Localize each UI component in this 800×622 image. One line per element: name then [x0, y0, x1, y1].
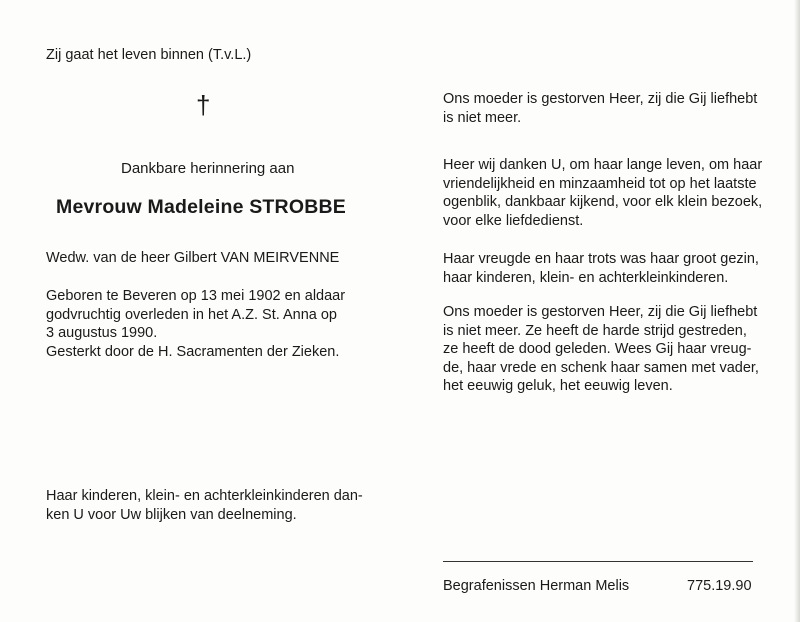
prayer-line: haar kinderen, klein- en achterkleinkinderen. — [443, 269, 729, 286]
widow-line: Wedw. van de heer Gilbert VAN MEIRVENNE — [46, 250, 340, 266]
prayer-line: Heer wij danken U, om haar lange leven, om haar — [443, 157, 763, 173]
prayer-line: Ons moeder is gestorven Heer, zij die Gij liefhebt — [443, 304, 758, 320]
thanks-line: Haar kinderen, klein- en achterkleinkinderen dan- — [46, 488, 363, 504]
prayer-paragraph-4 — [443, 303, 759, 396]
prayer-line: het eeuwig geluk, het eeuwig leven. — [443, 378, 673, 394]
prayer-line: ze heeft de dood geleden. Wees Gij haar vreug- — [443, 341, 752, 357]
prayer-line: is niet meer. — [443, 109, 522, 126]
undertaker-name: Begrafenissen Herman Melis — [443, 578, 630, 594]
thanks-paragraph — [46, 487, 363, 524]
footer-divider — [443, 561, 753, 562]
prayer-line: vriendelijkheid en minzaamheid tot op het laatste — [443, 175, 757, 192]
birth-death-details — [46, 287, 354, 361]
prayer-line: de, haar vrede en schenk haar samen met vader, — [443, 359, 759, 376]
prayer-line: Haar vreugde en haar trots was haar groot gezin, — [443, 251, 759, 267]
prayer-paragraph-3 — [443, 250, 759, 287]
prayer-paragraph-2 — [443, 156, 762, 230]
prayer-line: Ons moeder is gestorven Heer, zij die Gij liefhebt — [443, 91, 758, 107]
memory-label: Dankbare herinnering aan — [121, 160, 295, 177]
birth-line: Gesterkt door de H. Sacramenten der Zieken. — [46, 343, 340, 360]
motto: Zij gaat het leven binnen (T.v.L.) — [46, 47, 252, 63]
prayer-line: ogenblik, dankbaar kijkend, voor elk klein bezoek, — [443, 194, 763, 210]
birth-line: godvruchtig overleden in het A.Z. St. Anna op — [46, 306, 337, 323]
prayer-line: is niet meer. Ze heeft de harde strijd gestreden, — [443, 322, 747, 339]
prayer-line: voor elke liefdedienst. — [443, 212, 584, 229]
cross-icon: † — [196, 90, 211, 120]
birth-line: Geboren te Beveren op 13 mei 1902 en aldaar — [46, 288, 346, 304]
deceased-name: Mevrouw Madeleine STROBBE — [56, 196, 346, 218]
print-code: 775.19.90 — [687, 578, 752, 594]
birth-line: 3 augustus 1990. — [46, 325, 158, 341]
prayer-paragraph-1 — [443, 90, 757, 127]
thanks-line: ken U voor Uw blijken van deelneming. — [46, 506, 297, 523]
card-edge-shadow — [794, 0, 800, 622]
